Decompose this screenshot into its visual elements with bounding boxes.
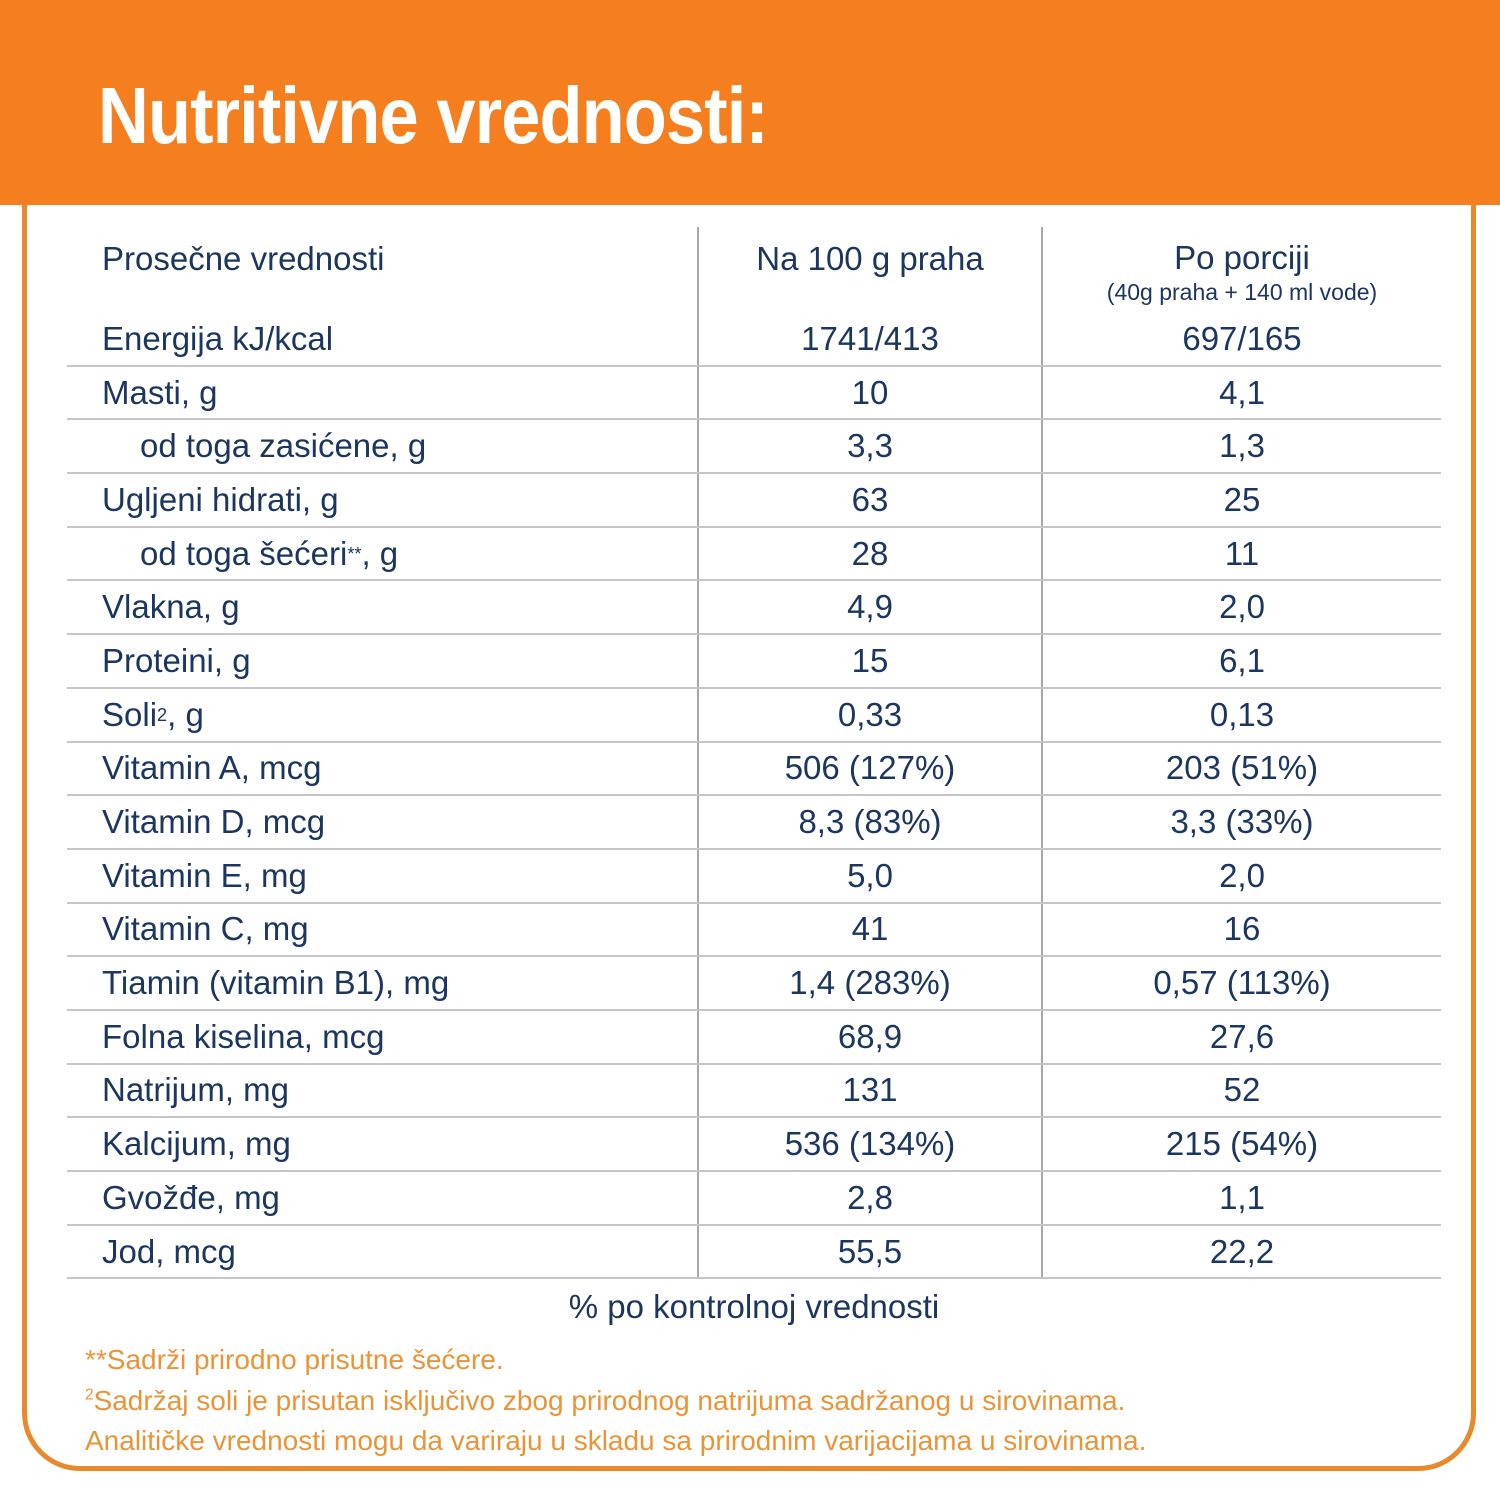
value-per-portion: 215 (54%) [1165,1125,1319,1163]
table-row [67,581,1441,635]
value-per-100g: 4,9 [697,581,1043,633]
value-per-portion: 697/165 [1182,319,1302,357]
value-per-100g: 5,0 [697,850,1043,902]
table-footer-note: % po kontrolnoj vrednosti [568,1287,940,1325]
value-per-100g: 28 [697,528,1043,580]
nutrient-label: Folna kiselina, mcg [102,1017,385,1055]
table-row [67,420,1441,474]
value-per-100g: 55,5 [697,1226,1043,1278]
nutrient-label: Natrijum, mg [102,1071,290,1109]
value-per-100g: 1741/413 [697,313,1043,365]
nutrient-label: Energija kJ/kcal [102,319,334,357]
header-band [0,0,1500,205]
nutrient-label: Soli 2 , g [102,695,204,733]
value-per-100g: 0,33 [697,689,1043,741]
nutrient-label: Ugljeni hidrati, g [102,480,339,518]
table-row [67,689,1441,743]
value-per-100g: 131 [697,1065,1043,1117]
value-per-portion: 1,3 [1219,427,1265,465]
page-title: Nutritivne vrednosti: [98,71,768,160]
nutrient-label: Kalcijum, mg [102,1125,291,1163]
value-per-portion: 52 [1223,1071,1261,1109]
value-per-100g: 8,3 (83%) [697,796,1043,848]
table-row [67,1011,1441,1065]
nutrient-label: Tiamin (vitamin B1), mg [102,964,450,1002]
value-per-portion: 203 (51%) [1165,749,1319,787]
nutrient-label: od toga zasićene, g [140,427,427,465]
table-row [67,367,1441,421]
table-row [67,850,1441,904]
table-row [67,528,1441,582]
value-per-portion: 11 [1224,534,1260,572]
value-per-portion: 16 [1223,910,1261,948]
table-row [67,904,1441,958]
value-per-100g: 3,3 [697,420,1043,472]
table-body [67,313,1441,1279]
column-header-per-portion-subtitle: (40g praha + 140 ml vode) [1106,278,1378,305]
nutrient-label: Jod, mcg [102,1232,236,1270]
value-per-100g: 536 (134%) [697,1118,1043,1170]
value-per-portion: 25 [1223,480,1261,518]
value-per-100g: 1,4 (283%) [697,957,1043,1009]
value-per-100g: 68,9 [697,1011,1043,1063]
value-per-portion: 3,3 (33%) [1170,803,1314,841]
footnotes [85,1340,1471,1462]
table-row [67,474,1441,528]
table-row [67,1118,1441,1172]
nutrient-label: Vitamin C, mg [102,910,309,948]
value-per-portion: 27,6 [1209,1017,1275,1055]
table-row [67,1172,1441,1226]
value-per-portion: 0,57 (113%) [1153,964,1331,1002]
nutrient-label: Proteini, g [102,641,251,679]
footnote-line: **Sadrži prirodno prisutne šećere. [85,1344,504,1376]
nutrient-label: Gvožđe, mg [102,1178,280,1216]
value-per-100g: 63 [697,474,1043,526]
table-row [67,743,1441,797]
table-row [67,313,1441,367]
value-per-100g: 2,8 [697,1172,1043,1224]
value-per-portion: 22,2 [1209,1232,1275,1270]
value-per-100g: 41 [697,904,1043,956]
nutrition-table [67,227,1441,1334]
nutrient-label: Vitamin D, mcg [102,803,326,841]
column-header-per-portion-title: Po porciji [1174,239,1310,276]
table-row [67,796,1441,850]
value-per-portion: 2,0 [1219,588,1265,626]
value-per-portion: 4,1 [1219,373,1265,411]
nutrient-label: Vlakna, g [102,588,240,626]
footnote-line: $^2$Sadržaj soli je prisutan isključivo zbog prirodnog natrijuma sadržanog u sirovinama. [85,1384,1126,1416]
table-header-row [67,227,1441,313]
value-per-100g: 15 [697,635,1043,687]
footnote-marker: 2 [85,1386,94,1404]
table-row [67,635,1441,689]
nutrient-label: od toga šećeri ** , g [140,534,399,572]
value-per-portion: 6,1 [1219,641,1265,679]
nutrient-label: Vitamin A, mcg [102,749,322,787]
value-per-portion: 0,13 [1209,695,1275,733]
nutrition-card [22,205,1476,1471]
table-row [67,1065,1441,1119]
column-header-per-portion [1043,227,1441,313]
nutrient-label: Vitamin E, mg [102,856,307,894]
value-per-portion: 2,0 [1219,856,1265,894]
value-per-100g: 10 [697,367,1043,419]
table-row [67,957,1441,1011]
value-per-100g: 506 (127%) [697,743,1043,795]
column-header-average-values: Prosečne vrednosti [102,240,385,277]
value-per-portion: 1,1 [1219,1178,1265,1216]
table-row [67,1226,1441,1280]
column-header-per-100g: Na 100 g praha [697,227,1043,313]
nutrient-label: Masti, g [102,373,218,411]
footnote-line: Analitičke vrednosti mogu da variraju u skladu sa prirodnim varijacijama u sirovinama. [85,1425,1147,1457]
